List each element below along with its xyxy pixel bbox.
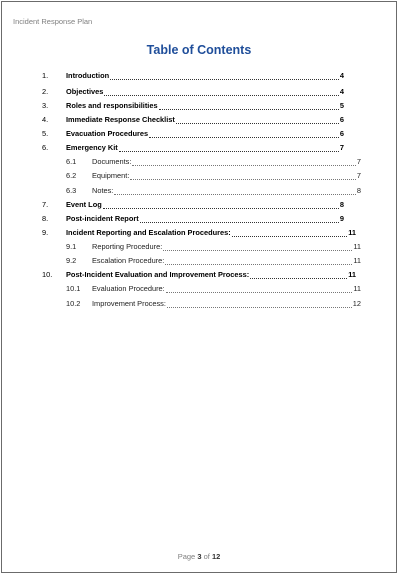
toc-entry[interactable] (2, 128, 398, 138)
toc-leader-dots (119, 144, 339, 152)
toc-entry[interactable] (2, 170, 398, 180)
toc-entry-title: Roles and responsibilities (66, 101, 158, 110)
toc-entry-page: 4 (339, 87, 344, 96)
toc-entry-title: Incident Reporting and Escalation Procedures: (66, 228, 231, 237)
page-footer (2, 552, 396, 561)
toc-entry[interactable] (2, 241, 398, 251)
toc-entry-number: 8. (42, 214, 49, 223)
toc-leader-dots (149, 130, 339, 138)
toc-entry-title: Evaluation Procedure: (92, 284, 165, 293)
toc-entry-title: Immediate Response Checklist (66, 115, 175, 124)
toc-entry[interactable] (2, 298, 398, 308)
toc-entry-title: Escalation Procedure: (92, 256, 165, 265)
toc-entry-number: 5. (42, 129, 49, 138)
toc-entry-page: 11 (348, 228, 356, 237)
toc-leader-dots (104, 88, 338, 96)
toc-entry-page: 8 (356, 186, 361, 195)
toc-entry[interactable] (2, 156, 398, 166)
toc-entry[interactable] (2, 185, 398, 195)
toc-entry-page: 6 (339, 115, 344, 124)
toc-leader-dots (165, 257, 352, 265)
toc-entry-number: 6.1 (66, 157, 77, 166)
toc-leader-dots (167, 300, 352, 308)
document-page (1, 1, 397, 573)
toc-entry[interactable] (2, 70, 398, 80)
toc-entry[interactable] (2, 283, 398, 293)
toc-entry-title: Improvement Process: (92, 299, 166, 308)
toc-entry-title: Event Log (66, 200, 102, 209)
toc-entry-page: 4 (339, 71, 344, 80)
toc-title: Table of Contents (146, 43, 252, 57)
toc-entry-number: 3. (42, 101, 49, 110)
toc-entry-number: 9.1 (66, 242, 77, 251)
toc-entry[interactable] (2, 213, 398, 223)
toc-entry-title: Notes: (92, 186, 114, 195)
toc-leader-dots (159, 102, 339, 110)
toc-entry-number: 6.2 (66, 171, 77, 180)
footer-current-page: 3 (197, 552, 202, 561)
toc-entry-title: Reporting Procedure: (92, 242, 163, 251)
toc-leader-dots (110, 72, 339, 80)
toc-entry-title: Post-incident Report (66, 214, 139, 223)
footer-separator: of (203, 552, 210, 561)
table-of-contents (2, 2, 398, 562)
toc-leader-dots (176, 116, 339, 124)
toc-entry-page: 7 (356, 157, 361, 166)
toc-entry-page: 12 (352, 299, 361, 308)
toc-entry-page: 7 (356, 171, 361, 180)
toc-leader-dots (163, 243, 352, 251)
toc-entry-page: 11 (353, 256, 361, 265)
toc-entry-number: 7. (42, 200, 49, 209)
footer-prefix: Page (177, 552, 196, 561)
toc-entry-page: 6 (339, 129, 344, 138)
toc-entry-number: 9.2 (66, 256, 77, 265)
toc-entry[interactable] (2, 100, 398, 110)
toc-entry[interactable] (2, 269, 398, 279)
toc-leader-dots (103, 201, 339, 209)
toc-entry-title: Emergency Kit (66, 143, 118, 152)
toc-leader-dots (140, 215, 339, 223)
toc-entry-number: 2. (42, 87, 49, 96)
toc-entry-title: Evacuation Procedures (66, 129, 149, 138)
toc-entry-page: 9 (339, 214, 344, 223)
footer-total-pages: 12 (211, 552, 221, 561)
toc-entry-number: 10.2 (66, 299, 81, 308)
toc-entry-page: 11 (353, 242, 361, 251)
toc-entry-number: 10.1 (66, 284, 81, 293)
toc-leader-dots (114, 187, 356, 195)
toc-entry-number: 6. (42, 143, 49, 152)
toc-entry[interactable] (2, 255, 398, 265)
toc-entry-title: Post-Incident Evaluation and Improvement Process: (66, 270, 250, 279)
toc-entry-page: 11 (348, 270, 356, 279)
toc-entry-title: Documents: (92, 157, 132, 166)
toc-entry-page: 5 (339, 101, 344, 110)
toc-leader-dots (232, 229, 348, 237)
toc-entry-page: 7 (339, 143, 344, 152)
toc-entry[interactable] (2, 114, 398, 124)
toc-leader-dots (130, 172, 355, 180)
toc-entry-title: Equipment: (92, 171, 130, 180)
running-header: Incident Response Plan (13, 17, 93, 26)
toc-entry-page: 11 (353, 284, 361, 293)
toc-entry[interactable] (2, 199, 398, 209)
toc-entry[interactable] (2, 86, 398, 96)
toc-entry-title: Objectives (66, 87, 104, 96)
toc-entry[interactable] (2, 142, 398, 152)
toc-entry[interactable] (2, 227, 398, 237)
toc-leader-dots (166, 285, 353, 293)
toc-entry-number: 6.3 (66, 186, 77, 195)
toc-leader-dots (132, 158, 355, 166)
toc-leader-dots (250, 271, 347, 279)
toc-entry-number: 4. (42, 115, 49, 124)
toc-entry-page: 8 (339, 200, 344, 209)
toc-entry-number: 9. (42, 228, 49, 237)
toc-entry-number: 10. (42, 270, 53, 279)
toc-entry-title: Introduction (66, 71, 110, 80)
toc-entry-number: 1. (42, 71, 49, 80)
